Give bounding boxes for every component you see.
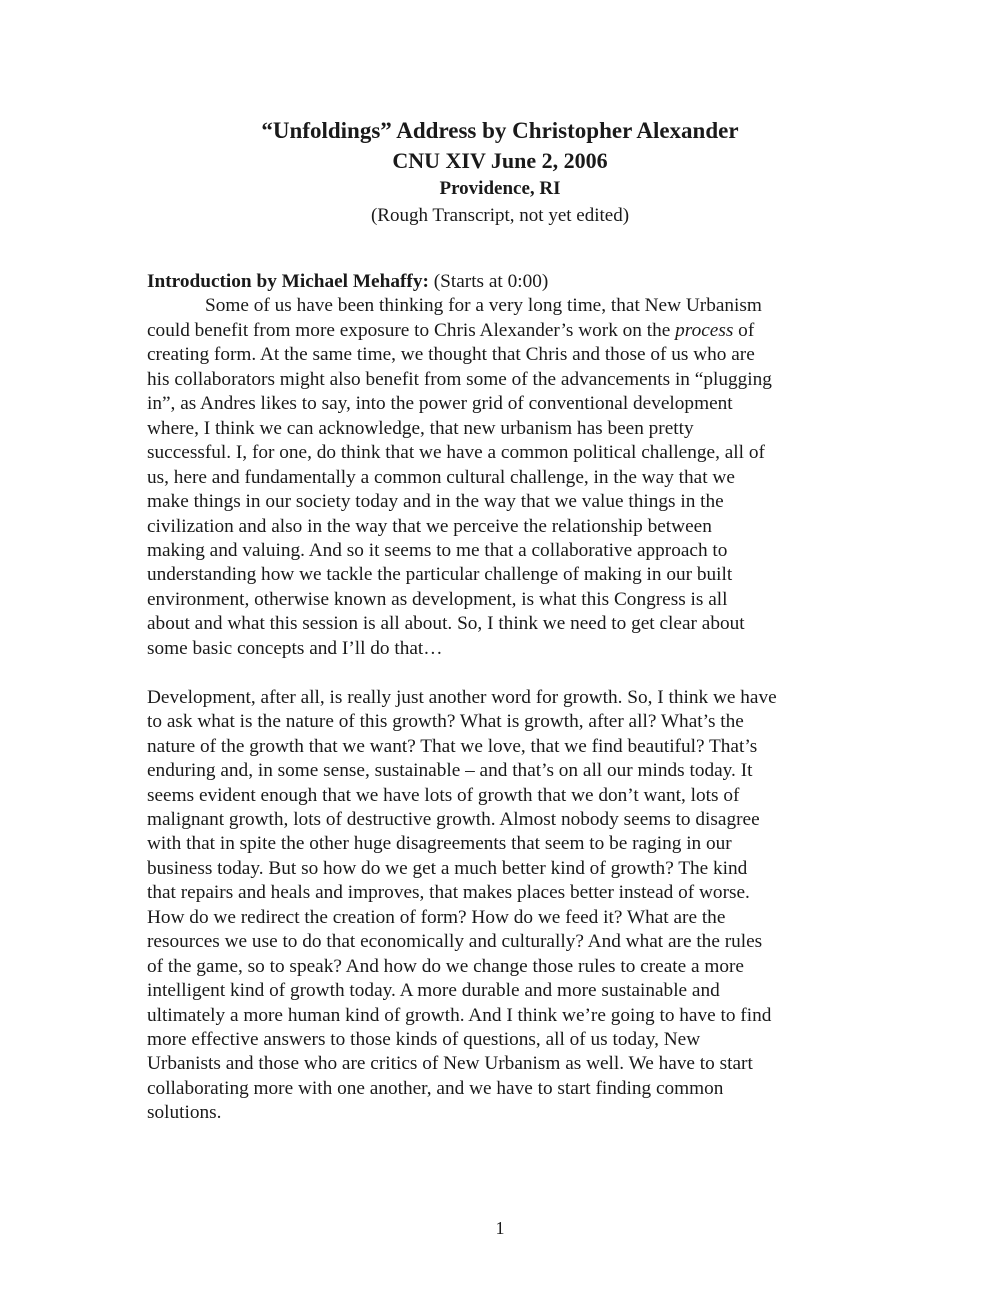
paragraph-line: where, I think we can acknowledge, that new urbanism has been pretty: [147, 417, 694, 439]
paragraph-line: business today. But so how do we get a much better kind of growth? The kind: [147, 857, 748, 879]
paragraph-line: Some of us have been thinking for a very long time, that New Urbanism: [205, 295, 762, 317]
page-number: 1: [495, 1218, 505, 1238]
paragraph-line: his collaborators might also benefit from some of the advancements in “plugging: [147, 368, 772, 390]
document-subtitle: CNU XIV June 2, 2006: [392, 148, 608, 173]
paragraph-line: creating form. At the same time, we thought that Chris and those of us who are: [147, 344, 755, 366]
paragraph-line: some basic concepts and I’ll do that…: [147, 637, 443, 659]
paragraph-line: collaborating more with one another, and we have to start finding common: [147, 1077, 724, 1099]
document-body: [147, 270, 857, 1126]
document-title: “Unfoldings” Address by Christopher Alexander: [261, 118, 739, 143]
paragraph-spacer: [147, 661, 857, 685]
intro-heading: [147, 270, 857, 294]
transcript-note: (Rough Transcript, not yet edited): [370, 205, 630, 226]
time-note: (Starts at 0:00): [428, 271, 549, 292]
paragraph-line: make things in our society today and in the way that we value things in the: [147, 491, 724, 513]
paragraph-line: solutions.: [147, 1102, 222, 1124]
paragraph-line: seems evident enough that we have lots of growth that we don’t want, lots of: [147, 784, 740, 806]
document-header: [0, 116, 1000, 228]
paragraph-line: that repairs and heals and improves, that makes places better instead of worse.: [147, 882, 750, 904]
paragraph-line: [147, 319, 857, 343]
paragraph-line: intelligent kind of growth today. A more durable and more sustainable and: [147, 980, 720, 1002]
paragraph-line: malignant growth, lots of destructive growth. Almost nobody seems to disagree: [147, 808, 760, 830]
paragraph-line: civilization and also in the way that we perceive the relationship between: [147, 515, 712, 537]
paragraph-line: successful. I, for one, do think that we have a common political challenge, all of: [147, 442, 765, 464]
document-location: Providence, RI: [439, 178, 561, 199]
paragraph-line: more effective answers to those kinds of questions, all of us today, New: [147, 1029, 701, 1051]
paragraph-line: Urbanists and those who are critics of New Urbanism as well. We have to start: [147, 1053, 753, 1075]
paragraph-line: understanding how we tackle the particular challenge of making in our built: [147, 564, 733, 586]
speaker-label: Introduction by Michael Mehaffy:: [147, 271, 429, 292]
paragraph-line: enduring and, in some sense, sustainable – and that’s on all our minds today. It: [147, 760, 753, 782]
line-segment: could benefit from more exposure to Chris Alexander’s work on the: [147, 319, 676, 341]
paragraph-line: about and what this session is all about. So, I think we need to get clear about: [147, 613, 745, 635]
paragraph-line: us, here and fundamentally a common cultural challenge, in the way that we: [147, 466, 735, 488]
paragraph-line: resources we use to do that economically and culturally? And what are the rules: [147, 931, 763, 953]
paragraph-line: making and valuing. And so it seems to me that a collaborative approach to: [147, 539, 728, 561]
line-segment: of: [733, 319, 755, 341]
paragraph-line: nature of the growth that we want? That we love, that we find beautiful? That’s: [147, 735, 758, 757]
emphasis-process: process: [675, 319, 734, 341]
paragraph-line: ultimately a more human kind of growth. And I think we’re going to have to find: [147, 1004, 772, 1026]
paragraph-line: environment, otherwise known as development, is what this Congress is all: [147, 588, 728, 610]
paragraph-1: [147, 294, 857, 661]
paragraph-line: How do we redirect the creation of form? How do we feed it? What are the: [147, 906, 726, 928]
paragraph-line: of the game, so to speak? And how do we change those rules to create a more: [147, 955, 744, 977]
paragraph-line: Development, after all, is really just another word for growth. So, I think we have: [147, 686, 777, 708]
paragraph-line: in”, as Andres likes to say, into the power grid of conventional development: [147, 393, 733, 415]
paragraph-line: with that in spite the other huge disagreements that seem to be raging in our: [147, 833, 732, 855]
paragraph-line: to ask what is the nature of this growth? What is growth, after all? What’s the: [147, 711, 744, 733]
paragraph-2: [147, 686, 857, 1126]
